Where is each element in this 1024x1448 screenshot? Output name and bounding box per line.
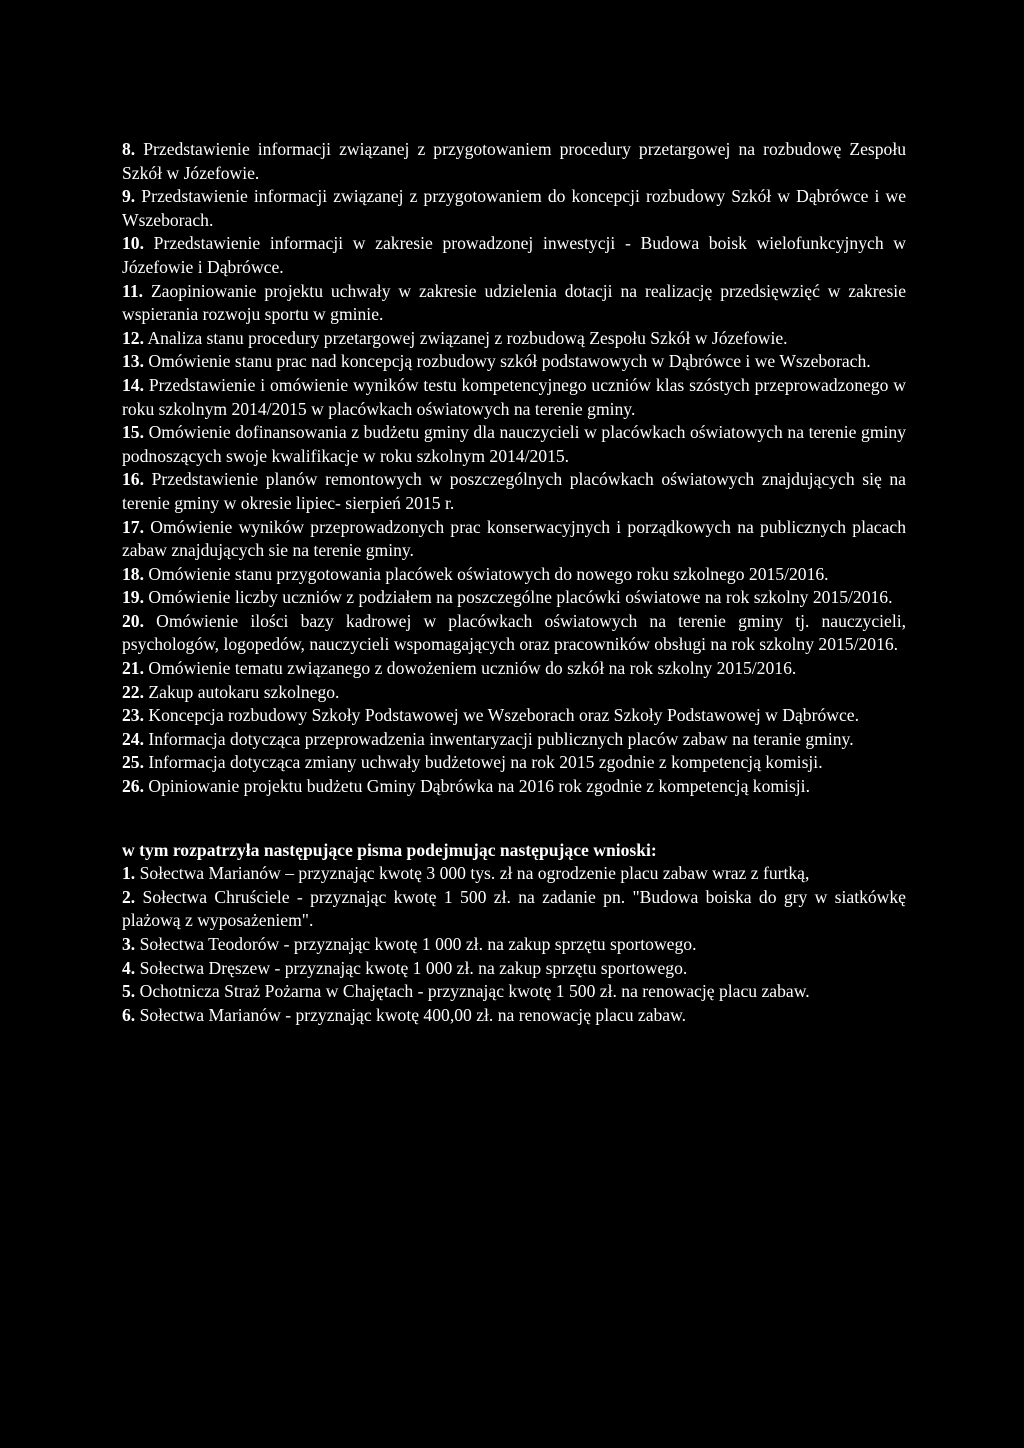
agenda-item-8 [122, 138, 906, 185]
agenda-item-text: Omówienie dofinansowania z budżetu gminy dla nauczycieli w placówkach oświatowych na terenie gminy podnoszących swoje kwalifikacje w roku szkolnym 2014/2015. [122, 422, 906, 466]
request-item-number: 3. [122, 934, 136, 954]
request-item-number: 6. [122, 1004, 136, 1025]
agenda-item-number: 15. [122, 422, 144, 443]
agenda-item-number: 18. [122, 563, 144, 584]
agenda-item-number: 10. [122, 233, 144, 254]
agenda-item-18 [122, 563, 906, 587]
agenda-item-text: Przedstawienie informacji w zakresie prowadzonej inwestycji - Budowa boisk wielofunkcyjnych w Józefowie i Dąbrówce. [122, 233, 906, 277]
agenda-item-15 [122, 421, 906, 468]
agenda-item-text: Zaopiniowanie projektu uchwały w zakresie udzielenia dotacji na realizację przedsięwzięć w zakresie wspierania rozwoju sportu w gminie. [122, 280, 907, 325]
request-item-3 [122, 933, 906, 957]
agenda-item-number: 20. [122, 610, 144, 631]
agenda-item-text: Przedstawienie informacji związanej z przygotowaniem procedury przetargowej na rozbudowę Zespołu Szkół w Józefowie. [122, 139, 906, 183]
request-item-text: Sołectwa Chruściele - przyznając kwotę 1 500 zł. na zadanie pn. "Budowa boiska do gry w siatkówkę plażową z wyposażeniem". [122, 886, 906, 931]
agenda-item-number: 16. [122, 469, 144, 490]
agenda-item-text: Omówienie ilości bazy kadrowej w placówkach oświatowych na terenie gminy tj. nauczycieli, psychologów, logopedów, nauczycieli wspomagających oraz pracowników obsługi na rok szkolny 2015/2016. [122, 610, 906, 655]
agenda-item-9 [122, 185, 906, 232]
agenda-item-number: 19. [122, 587, 144, 608]
agenda-item-19 [122, 586, 906, 610]
agenda-item-number: 21. [122, 658, 144, 679]
agenda-item-number: 14. [122, 374, 144, 395]
agenda-item-number: 9. [122, 186, 136, 207]
agenda-item-text: Omówienie stanu przygotowania placówek oświatowych do nowego roku szkolnego 2015/2016. [148, 563, 829, 584]
request-item-4 [122, 957, 906, 981]
agenda-item-26 [122, 775, 906, 799]
request-item-5 [122, 980, 906, 1004]
agenda-item-number: 17. [122, 516, 144, 537]
section-heading: w tym rozpatrzyła następujące pisma podejmując następujące wnioski: [122, 839, 657, 860]
agenda-item-number: 22. [122, 681, 144, 702]
request-item-2 [122, 886, 906, 933]
section-spacer [122, 799, 906, 839]
agenda-item-text: Przedstawienie i omówienie wyników testu kompetencyjnego uczniów klas szóstych przeprowadzonego w roku szkolnym 2014/2015 w placówkach oświatowych na terenie gminy. [122, 374, 906, 419]
request-item-text: Sołectwa Marianów - przyznając kwotę 400,00 zł. na renowację placu zabaw. [139, 1004, 687, 1025]
agenda-item-number: 23. [122, 705, 144, 726]
agenda-item-text: Informacja dotycząca przeprowadzenia inwentaryzacji publicznych placów zabaw na teranie gminy. [148, 728, 854, 749]
request-item-number: 4. [122, 957, 136, 978]
agenda-item-20 [122, 610, 906, 657]
request-item-number: 1. [122, 863, 136, 884]
agenda-item-17 [122, 516, 906, 563]
agenda-item-number: 24. [122, 728, 144, 749]
request-item-text: Sołectwa Teodorów - przyznając kwotę 1 000 zł. na zakup sprzętu sportowego. [139, 934, 697, 954]
agenda-item-22 [122, 681, 906, 705]
agenda-item-number: 12. [122, 327, 144, 348]
agenda-item-number: 11. [122, 280, 144, 301]
agenda-item-14 [122, 374, 906, 421]
requests-list [122, 862, 906, 1027]
agenda-item-text: Koncepcja rozbudowy Szkoły Podstawowej we Wszeborach oraz Szkoły Podstawowej w Dąbrówce. [148, 705, 859, 726]
agenda-item-23 [122, 704, 906, 728]
request-item-text: Sołectwa Dręszew - przyznając kwotę 1 000 zł. na zakup sprzętu sportowego. [139, 957, 688, 978]
agenda-item-16 [122, 468, 906, 515]
request-item-number: 2. [122, 886, 136, 907]
agenda-item-13 [122, 350, 906, 374]
request-item-number: 5. [122, 981, 136, 1002]
agenda-item-number: 25. [122, 752, 144, 773]
agenda-item-text: Omówienie tematu związanego z dowożeniem uczniów do szkół na rok szkolny 2015/2016. [148, 658, 797, 679]
agenda-item-text: Opiniowanie projektu budżetu Gminy Dąbrówka na 2016 rok zgodnie z kompetencją komisji. [148, 776, 810, 797]
agenda-item-10 [122, 232, 906, 279]
agenda-item-24 [122, 728, 906, 752]
agenda-item-text: Informacja dotycząca zmiany uchwały budżetowej na rok 2015 zgodnie z kompetencją komisji. [148, 752, 823, 773]
agenda-item-number: 8. [122, 139, 136, 159]
agenda-item-text: Zakup autokaru szkolnego. [148, 681, 340, 702]
agenda-item-text: Przedstawienie informacji związanej z przygotowaniem do koncepcji rozbudowy Szkół w Dąbrówce i we Wszeborach. [122, 186, 906, 230]
agenda-item-text: Przedstawienie planów remontowych w poszczególnych placówkach oświatowych znajdujących się na terenie gminy w okresie lipiec- sierpień 2015 r. [122, 469, 906, 513]
request-item-text: Ochotnicza Straż Pożarna w Chajętach - przyznając kwotę 1 500 zł. na renowację placu zabaw. [139, 981, 810, 1002]
request-item-6 [122, 1004, 906, 1028]
agenda-item-number: 26. [122, 776, 144, 797]
agenda-item-25 [122, 751, 906, 775]
agenda-item-text: Omówienie liczby uczniów z podziałem na poszczególne placówki oświatowe na rok szkolny 2015/2016. [148, 587, 893, 608]
agenda-item-text: Omówienie wyników przeprowadzonych prac konserwacyjnych i porządkowych na publicznych placach zabaw znajdujących sie na terenie gminy. [122, 516, 906, 561]
agenda-list [122, 138, 906, 799]
agenda-item-12 [122, 327, 906, 351]
request-item-text: Sołectwa Marianów – przyznając kwotę 3 000 tys. zł na ogrodzenie placu zabaw wraz z furtką, [139, 863, 810, 884]
agenda-item-11 [122, 280, 906, 327]
agenda-item-21 [122, 657, 906, 681]
document-body [122, 138, 906, 1027]
agenda-item-text: Analiza stanu procedury przetargowej związanej z rozbudową Zespołu Szkół w Józefowie. [147, 327, 788, 348]
agenda-item-number: 13. [122, 351, 144, 372]
agenda-item-text: Omówienie stanu prac nad koncepcją rozbudowy szkół podstawowych w Dąbrówce i we Wszeborach. [148, 351, 871, 372]
request-item-1 [122, 862, 906, 886]
